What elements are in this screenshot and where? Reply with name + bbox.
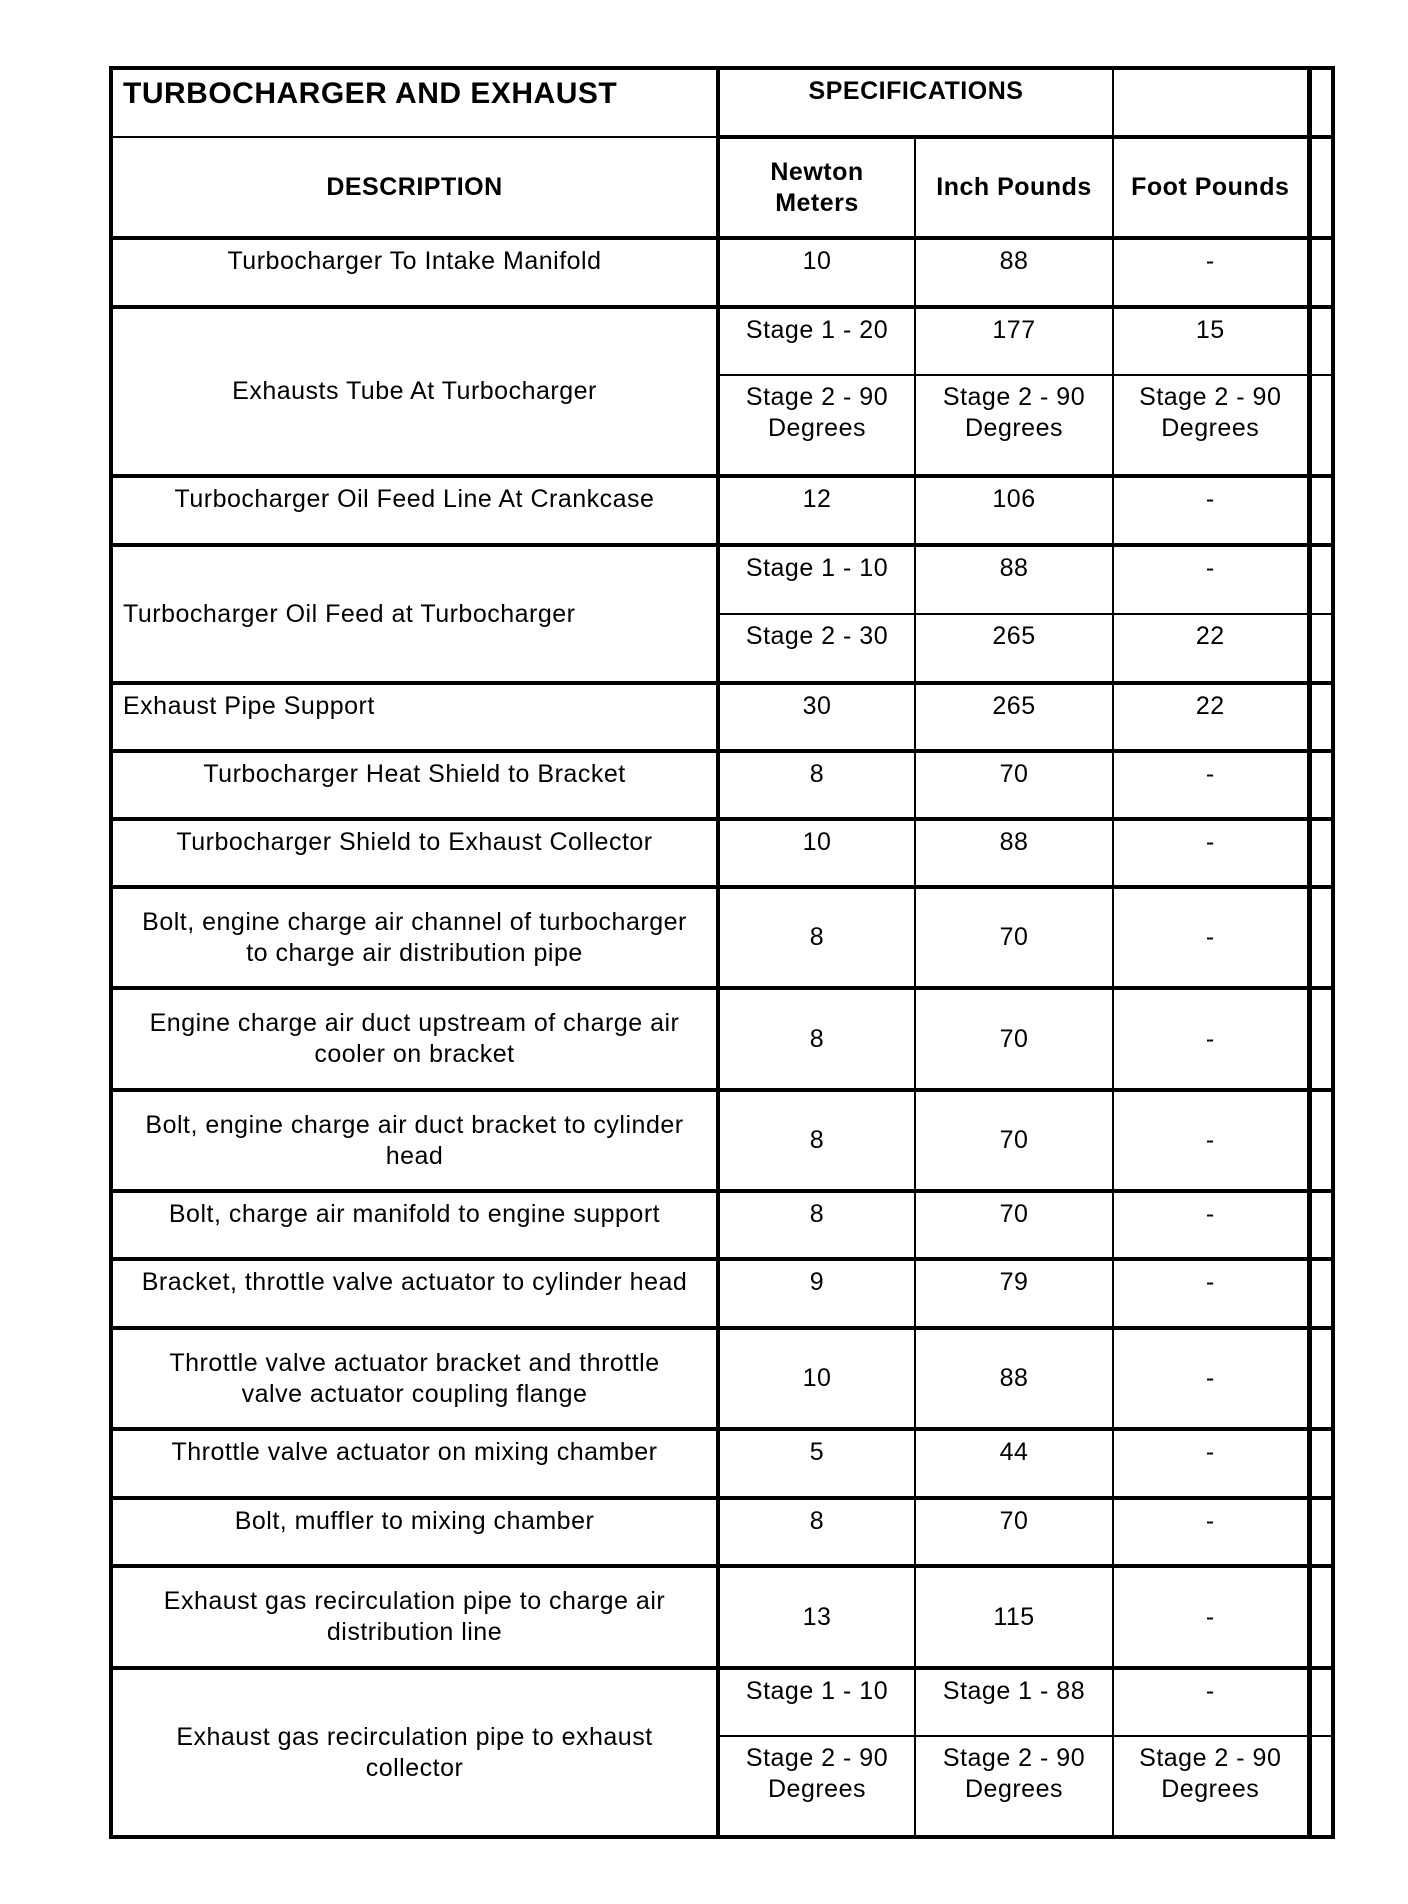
description-cell: Exhaust gas recirculation pipe to charge air distribution line (111, 1566, 718, 1668)
inch-pounds-cell: 70 (915, 988, 1113, 1090)
table-row (111, 238, 1333, 307)
description-cell: Turbocharger Heat Shield to Bracket (111, 751, 718, 819)
description-cell: Bolt, muffler to mixing chamber (111, 1498, 718, 1566)
newton-meters-cell: Stage 2 - 30 (718, 614, 915, 683)
newton-meters-cell: 8 (718, 1191, 915, 1259)
table-row (111, 683, 1333, 751)
spacer-cell (1309, 375, 1333, 476)
description-cell: Engine charge air duct upstream of charge air cooler on bracket (111, 988, 718, 1090)
spacer-cell (1309, 1736, 1333, 1837)
inch-pounds-cell: 115 (915, 1566, 1113, 1668)
description-cell: Turbocharger Oil Feed at Turbocharger (111, 545, 718, 683)
spacer-cell (1309, 545, 1333, 614)
description-cell: Turbocharger Shield to Exhaust Collector (111, 819, 718, 887)
foot-pounds-cell: - (1113, 1566, 1309, 1668)
foot-pounds-cell: - (1113, 476, 1309, 545)
table-row (111, 1191, 1333, 1259)
spacer-cell (1309, 1498, 1333, 1566)
table-row (111, 988, 1333, 1090)
spacer-cell (1309, 476, 1333, 545)
foot-pounds-cell: - (1113, 1191, 1309, 1259)
inch-pounds-cell: 88 (915, 1328, 1113, 1429)
newton-meters-cell: 8 (718, 988, 915, 1090)
description-cell: Turbocharger Oil Feed Line At Crankcase (111, 476, 718, 545)
foot-pounds-cell: - (1113, 1668, 1309, 1736)
foot-pounds-cell: Stage 2 - 90 Degrees (1113, 1736, 1309, 1837)
inch-pounds-cell: 88 (915, 545, 1113, 614)
newton-meters-cell: 10 (718, 238, 915, 307)
inch-pounds-cell: 70 (915, 751, 1113, 819)
newton-meters-cell: 30 (718, 683, 915, 751)
spacer-cell (1309, 1668, 1333, 1736)
inch-pounds-cell: 70 (915, 887, 1113, 988)
table-row (111, 307, 1333, 375)
newton-meters-cell: 8 (718, 887, 915, 988)
empty-header-cell (1113, 68, 1309, 137)
foot-pounds-cell: Stage 2 - 90 Degrees (1113, 375, 1309, 476)
foot-pounds-cell: - (1113, 887, 1309, 988)
table-row (111, 1090, 1333, 1191)
foot-pounds-cell: - (1113, 1498, 1309, 1566)
table-row (111, 1668, 1333, 1736)
inch-pounds-cell: 70 (915, 1498, 1113, 1566)
table-row (111, 819, 1333, 887)
inch-pounds-cell: 177 (915, 307, 1113, 375)
inch-pounds-cell: 88 (915, 819, 1113, 887)
foot-pounds-cell: - (1113, 819, 1309, 887)
inch-pounds-cell: 70 (915, 1090, 1113, 1191)
foot-pounds-header: Foot Pounds (1113, 137, 1309, 238)
newton-meters-cell: 8 (718, 1498, 915, 1566)
spacer-cell (1309, 988, 1333, 1090)
newton-meters-cell: 10 (718, 1328, 915, 1429)
inch-pounds-cell: Stage 2 - 90 Degrees (915, 375, 1113, 476)
description-cell: Bolt, charge air manifold to engine support (111, 1191, 718, 1259)
spacer-cell (1309, 683, 1333, 751)
table-row (111, 476, 1333, 545)
inch-pounds-cell: 88 (915, 238, 1113, 307)
newton-meters-cell: 12 (718, 476, 915, 545)
table-title: TURBOCHARGER AND EXHAUST (111, 68, 718, 137)
newton-meters-cell: 9 (718, 1259, 915, 1328)
inch-pounds-cell: Stage 1 - 88 (915, 1668, 1113, 1736)
inch-pounds-cell: 44 (915, 1429, 1113, 1498)
newton-meters-cell: 13 (718, 1566, 915, 1668)
inch-pounds-cell: 79 (915, 1259, 1113, 1328)
foot-pounds-cell: - (1113, 751, 1309, 819)
table-row (111, 1498, 1333, 1566)
spacer-cell (1309, 1566, 1333, 1668)
newton-meters-cell: 5 (718, 1429, 915, 1498)
inch-pounds-cell: 265 (915, 614, 1113, 683)
newton-meters-cell: 8 (718, 1090, 915, 1191)
foot-pounds-cell: - (1113, 545, 1309, 614)
table-row (111, 545, 1333, 614)
table-row (111, 1259, 1333, 1328)
foot-pounds-cell: - (1113, 1429, 1309, 1498)
table-row (111, 1429, 1333, 1498)
newton-meters-cell: Stage 1 - 10 (718, 1668, 915, 1736)
newton-meters-cell: Stage 1 - 10 (718, 545, 915, 614)
newton-meters-cell: Stage 2 - 90 Degrees (718, 375, 915, 476)
foot-pounds-cell: 22 (1113, 614, 1309, 683)
foot-pounds-cell: 15 (1113, 307, 1309, 375)
spacer-cell (1309, 614, 1333, 683)
foot-pounds-cell: - (1113, 1259, 1309, 1328)
newton-meters-cell: 10 (718, 819, 915, 887)
table-row (111, 1566, 1333, 1668)
foot-pounds-cell: - (1113, 1090, 1309, 1191)
table-row (111, 751, 1333, 819)
inch-pounds-cell: Stage 2 - 90 Degrees (915, 1736, 1113, 1837)
inch-pounds-header: Inch Pounds (915, 137, 1113, 238)
newton-meters-header: Newton Meters (718, 137, 915, 238)
table-row (111, 887, 1333, 988)
description-cell: Exhausts Tube At Turbocharger (111, 307, 718, 476)
spacer-cell (1309, 1191, 1333, 1259)
description-header: DESCRIPTION (111, 137, 718, 238)
spacer-cell (1309, 307, 1333, 375)
description-cell: Throttle valve actuator bracket and throttle valve actuator coupling flange (111, 1328, 718, 1429)
inch-pounds-cell: 106 (915, 476, 1113, 545)
description-cell: Throttle valve actuator on mixing chamber (111, 1429, 718, 1498)
torque-spec-table (109, 66, 1335, 1839)
foot-pounds-cell: - (1113, 238, 1309, 307)
description-cell: Bolt, engine charge air duct bracket to cylinder head (111, 1090, 718, 1191)
spacer-cell (1309, 819, 1333, 887)
spacer-cell (1309, 1328, 1333, 1429)
newton-meters-cell: Stage 1 - 20 (718, 307, 915, 375)
spacer-cell (1309, 887, 1333, 988)
description-cell: Bolt, engine charge air channel of turbocharger to charge air distribution pipe (111, 887, 718, 988)
description-cell: Turbocharger To Intake Manifold (111, 238, 718, 307)
inch-pounds-cell: 265 (915, 683, 1113, 751)
description-cell: Exhaust Pipe Support (111, 683, 718, 751)
newton-meters-cell: 8 (718, 751, 915, 819)
table-row (111, 1328, 1333, 1429)
newton-meters-cell: Stage 2 - 90 Degrees (718, 1736, 915, 1837)
spacer-cell (1309, 751, 1333, 819)
specifications-header: SPECIFICATIONS (718, 68, 1113, 137)
inch-pounds-cell: 70 (915, 1191, 1113, 1259)
description-cell: Exhaust gas recirculation pipe to exhaust collector (111, 1668, 718, 1837)
foot-pounds-cell: 22 (1113, 683, 1309, 751)
spacer-cell (1309, 1259, 1333, 1328)
spacer-cell (1309, 1090, 1333, 1191)
spacer-cell (1309, 137, 1333, 238)
foot-pounds-cell: - (1113, 988, 1309, 1090)
description-cell: Bracket, throttle valve actuator to cylinder head (111, 1259, 718, 1328)
foot-pounds-cell: - (1113, 1328, 1309, 1429)
spacer-cell (1309, 1429, 1333, 1498)
spacer-cell (1309, 238, 1333, 307)
spacer-cell (1309, 68, 1333, 137)
